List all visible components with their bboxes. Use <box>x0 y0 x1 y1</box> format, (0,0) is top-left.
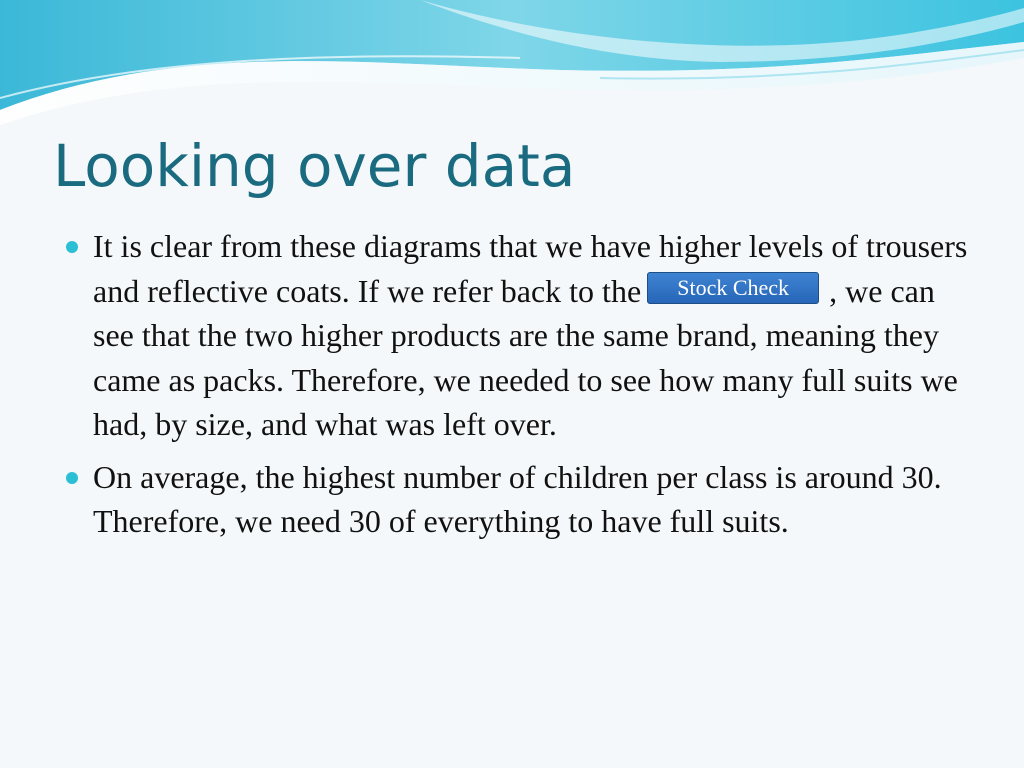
bullet-dot-icon <box>66 241 78 253</box>
bullet-text: On average, the highest number of children per class is around 30. Therefore, we need 30 of everything to have full suits. <box>93 458 942 539</box>
bullet-item-stock-analysis <box>64 224 974 447</box>
stock-check-button[interactable]: Stock Check <box>647 272 819 304</box>
wave-decoration <box>0 0 1024 130</box>
stock-check-link-wrapper <box>647 272 825 306</box>
bullet-dot-icon <box>66 472 78 484</box>
bullet-text-after: , we can see that the two higher products are the same brand, meaning they came as packs. Therefore, we needed to see how many full suits we had, by size, and what was left over. <box>93 272 958 442</box>
bullet-text-before: It is clear from these diagrams that we have higher levels of trousers and reflective coats. If we refer back to the <box>93 228 968 309</box>
bullet-item-average-children <box>64 455 974 544</box>
bullet-list <box>64 224 974 552</box>
slide-title: Looking over data <box>53 132 576 200</box>
